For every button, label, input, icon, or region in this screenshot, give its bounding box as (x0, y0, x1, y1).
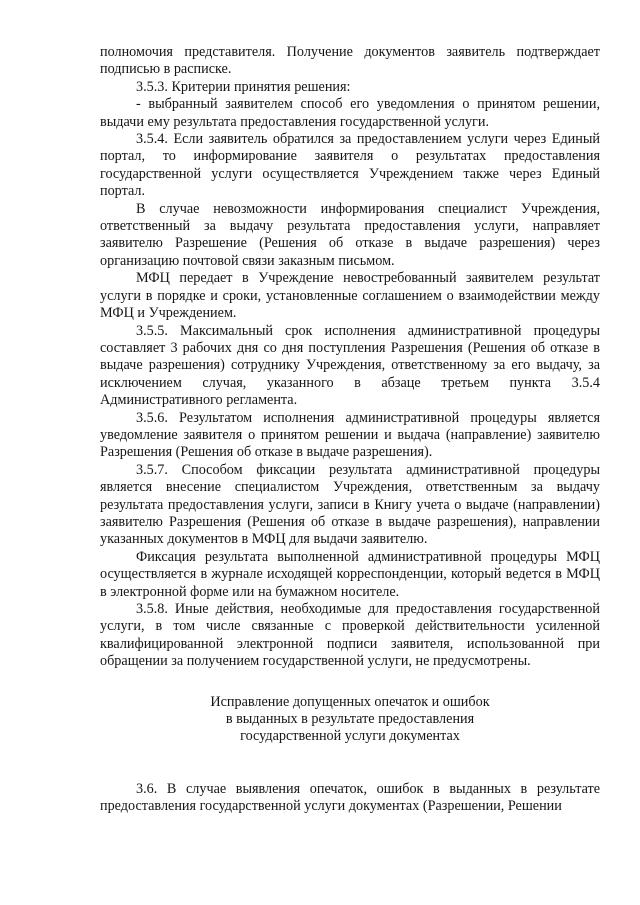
paragraph-3-5-6: 3.5.6. Результатом исполнения административной процедуры является уведомление заявителя о принятом решении и выдача (направление) заявителю Разрешения (Решения об отказе в выдаче разрешения). (100, 409, 600, 461)
paragraph-3-5-8: 3.5.8. Иные действия, необходимые для предоставления государственной услуги, в том числе связанные с проверкой действительности усиленной квалифицированной электронной подписи заявителя, использованной при обращении за получением государственной услуги, не предусмотрены. (100, 601, 600, 670)
paragraph-3-5-5: 3.5.5. Максимальный срок исполнения административной процедуры составляет 3 рабочих дня со дня поступления Разрешения (Решения об отказе в выдаче разрешения) сотруднику Учреждения, ответственному за его выдачу, за исключением случая, указанного в абзаце третьем пункта 3.5.4 Административного регламента. (100, 322, 600, 409)
section-heading-line: в выданных в результате предоставления (225, 711, 475, 728)
paragraph-impossible-informing: В случае невозможности информирования специалист Учреждения, ответственный за выдачу результата предоставления услуги, направляет заявителю Разрешение (Решения об отказе в выдаче разрешения) через организацию почтовой связи заказным письмом. (100, 200, 600, 269)
paragraph-3-5-7: 3.5.7. Способом фиксации результата административной процедуры является внесение специалистом Учреждения, ответственным за выдачу результата предоставления услуги, записи в Книгу учета о выдаче (направлении) заявителю Разрешения (Решения об отказе в выдаче разрешения), направлении указанных документов в МФЦ для выдачи заявителю. (100, 461, 600, 548)
section-heading-line: государственной услуги документах (240, 728, 460, 745)
document-page (100, 44, 600, 816)
section-heading (100, 694, 600, 746)
paragraph-criteria-item: - выбранный заявителем способ его уведомления о принятом решении, выдачи ему результата предоставления государственной услуги. (100, 96, 600, 130)
paragraph-3-5-3: 3.5.3. Критерии принятия решения: (136, 78, 351, 95)
paragraph-mfc-fixation: Фиксация результата выполненной административной процедуры МФЦ осуществляется в журнале исходящей корреспонденции, который ведется в МФЦ в электронной форме или на бумажном носителе. (100, 548, 600, 600)
section-heading-line: Исправление допущенных опечаток и ошибок (210, 693, 490, 710)
paragraph-mfc-transfer: МФЦ передает в Учреждение невостребованный заявителем результат услуги в порядке и сроки, установленные соглашением о взаимодействии между МФЦ и Учреждением. (100, 270, 600, 322)
paragraph-3-6: 3.6. В случае выявления опечаток, ошибок в выданных в результате предоставления государственной услуги документах (Разрешении, Решении (100, 780, 600, 815)
paragraph-3-5-4: 3.5.4. Если заявитель обратился за предоставлением услуги через Единый портал, то информирование заявителя о результатах предоставления государственной услуги осуществляется Учреждением также через Единый портал. (100, 131, 600, 200)
paragraph-continuation: полномочия представителя. Получение документов заявитель подтверждает подписью в расписке. (100, 44, 600, 78)
